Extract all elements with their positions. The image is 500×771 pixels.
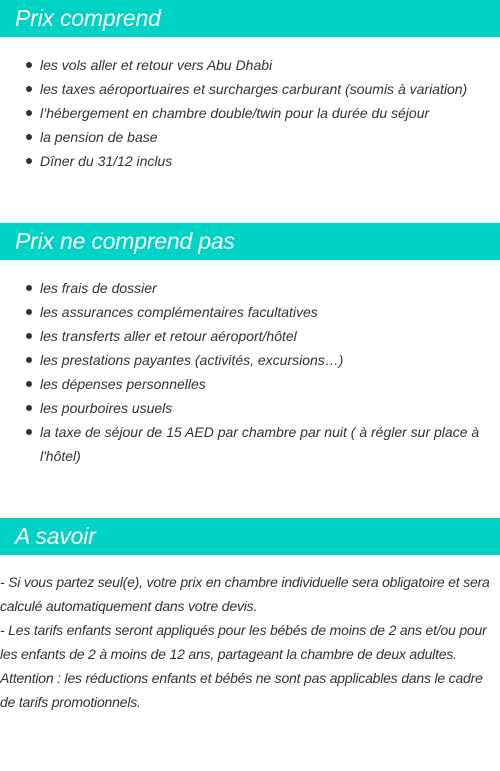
list-item [0,149,500,173]
bullet-icon [26,429,32,435]
bullet-icon [26,158,32,164]
included-list [0,53,500,173]
list-item [0,276,500,300]
list-item [0,396,500,420]
list-item-text: les prestations payantes (activités, excursions…) [40,352,344,368]
list-item-text: la pension de base [40,129,158,145]
list-item [0,420,500,468]
bullet-icon [26,86,32,92]
info-paragraph: - Si vous partez seul(e), votre prix en chambre individuelle sera obligatoire et sera calculé automatiquement dans votre devis. [0,574,490,614]
list-item-text: Dîner du 31/12 inclus [40,153,173,169]
bullet-icon [26,285,32,291]
list-item [0,125,500,149]
list-item [0,101,500,125]
list-item [0,300,500,324]
list-item-text: les assurances complémentaires facultatives [40,304,318,320]
list-item-text: les taxes aéroportuaires et surcharges carburant (soumis à variation) [40,81,468,97]
bullet-icon [26,357,32,363]
list-item-text: l’hébergement en chambre double/twin pour la durée du séjour [40,105,430,121]
info-paragraph: Attention : les réductions enfants et bébés ne sont pas applicables dans le cadre de tarifs promotionnels. [0,670,483,710]
list-item-text: les frais de dossier [40,280,157,296]
bullet-icon [26,110,32,116]
section-header-prix-comprend [0,0,500,37]
list-item [0,372,500,396]
bullet-icon [26,134,32,140]
bullet-icon [26,381,32,387]
list-item [0,324,500,348]
list-item [0,348,500,372]
info-block [0,570,500,714]
list-item-text: les dépenses personnelles [40,376,206,392]
section-header-a-savoir [0,518,500,555]
section-title: Prix comprend [15,5,161,31]
list-item-text: les transferts aller et retour aéroport/hôtel [40,328,297,344]
bullet-icon [26,405,32,411]
excluded-list [0,276,500,468]
bullet-icon [26,62,32,68]
list-item-text: les vols aller et retour vers Abu Dhabi [40,57,273,73]
list-item [0,77,500,101]
list-item [0,53,500,77]
list-item-text: les pourboires usuels [40,400,173,416]
list-item-text: la taxe de séjour de 15 AED par chambre par nuit ( à régler sur place à l'hôtel) [40,424,480,464]
bullet-icon [26,309,32,315]
info-paragraph: - Les tarifs enfants seront appliqués pour les bébés de moins de 2 ans et/ou pour les enfants de 2 à moins de 12 ans, partageant la chambre de deux adultes. [0,622,487,662]
section-header-prix-ne-comprend-pas [0,223,500,260]
section-title: A savoir [15,523,96,549]
section-title: Prix ne comprend pas [15,228,235,254]
bullet-icon [26,333,32,339]
